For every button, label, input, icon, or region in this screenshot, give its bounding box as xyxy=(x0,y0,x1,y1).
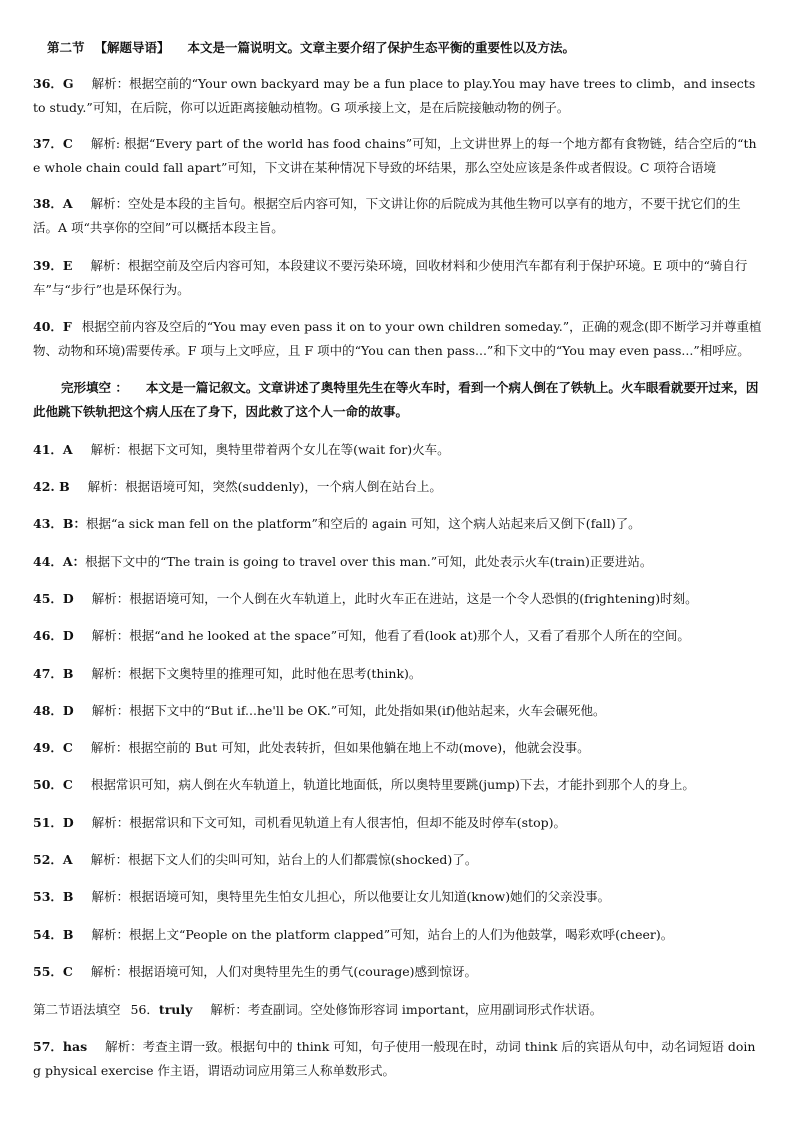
answer-47 xyxy=(33,662,763,686)
section-label: 第二节 xyxy=(47,40,85,55)
answer-explanation: 解析：根据空前的“Your own backyard may be a fun place to play.You may have trees to climb，and insects to study.”可知，在后院，你可以近距离接触动植物。G 项承接上文，是在后院接触动物的例子。 xyxy=(33,76,756,115)
cloze-intro-text: 本文是一篇记叙文。文章讲述了奥特里先生在等火车时，看到一个病人倒在了铁轨上。火车眼看就要开过来，因此他跳下铁轨把这个病人压在了身下，因此救了这个人一命的故事。 xyxy=(33,380,759,419)
answer-explanation: 解析：根据语境可知，一个人倒在火车轨道上，此时火车正在进站，这是一个令人恐惧的(frightening)时刻。 xyxy=(91,591,698,606)
answer-explanation: 解析：根据语境可知，人们对奥特里先生的勇气(courage)感到惊讶。 xyxy=(90,964,478,979)
answer-number: 57． xyxy=(33,1039,63,1054)
answer-explanation: 解析：根据空前及空后内容可知，本段建议不要污染环境，回收材料和少使用汽车都有利于保护环境。E 项中的“骑自行车”与“步行”也是环保行为。 xyxy=(33,258,748,297)
answer-38 xyxy=(33,192,763,240)
answer-52 xyxy=(33,848,763,872)
answer-number: 40．F xyxy=(33,319,72,334)
cloze-label: 完形填空 ： xyxy=(61,380,128,395)
answer-number: 46．D xyxy=(33,628,74,643)
answer-number: 50．C xyxy=(33,777,73,792)
answer-41 xyxy=(33,438,763,462)
answer-number: 42. B xyxy=(33,479,70,494)
answer-explanation: 解析：根据上文“People on the platform clapped”可知，站台上的人们为他鼓掌，喝彩欢呼(cheer)。 xyxy=(91,927,674,942)
answer-number: 55．C xyxy=(33,964,73,979)
answer-explanation: 解析：根据下文人们的尖叫可知，站台上的人们都震惊(shocked)了。 xyxy=(90,852,478,867)
answer-word: has xyxy=(62,1039,88,1054)
grammar-section xyxy=(33,998,763,1022)
answer-51 xyxy=(33,811,763,835)
answer-word: truly xyxy=(158,1002,193,1017)
answer-number: 36．G xyxy=(33,76,74,91)
answer-explanation: 解析：考查主谓一致。根据句中的 think 可知，句子使用一般现在时，动词 think 后的宾语从句中，动名词短语 doing physical exercise 作主语，谓语动词应用第三人称单数形式。 xyxy=(33,1039,756,1078)
answer-number: 43．B： xyxy=(33,516,86,531)
answer-number: 39．E xyxy=(33,258,73,273)
answer-explanation: 解析: 根据“Every part of the world has food chains”可知，上文讲世界上的每一个地方都有食物链，结合空后的“the whole chain could fall apart”可知，下文讲在某种情况下导致的坏结果，那么空处应该是条件或者假设。C 项符合语境 xyxy=(33,136,757,175)
answer-explanation: 解析：根据语境可知，突然(suddenly)，一个病人倒在站台上。 xyxy=(87,479,442,494)
answer-number: 48．D xyxy=(33,703,74,718)
intro-text: 本文是一篇说明文。文章主要介绍了保护生态平衡的重要性以及方法。 xyxy=(187,40,576,55)
answer-46 xyxy=(33,624,763,648)
answer-39 xyxy=(33,254,763,302)
answer-number: 38．A xyxy=(33,196,73,211)
answer-explanation: 根据空前内容及空后的“You may even pass it on to your own children someday.”，正确的观念(即不断学习并尊重植物、动物和环境)需要传承。F 项与上文呼应，且 F 项中的“You can then pass...”和下文中的“You may even pass...”相呼应。 xyxy=(33,319,762,358)
answer-42 xyxy=(33,475,763,499)
answer-37 xyxy=(33,132,763,180)
answer-50 xyxy=(33,773,763,797)
cloze-intro xyxy=(33,376,763,424)
answer-57 xyxy=(33,1035,763,1083)
answer-explanation: 根据“a sick man fell on the platform”和空后的 again 可知，这个病人站起来后又倒下(fall)了。 xyxy=(85,516,641,531)
answer-explanation: 解析：根据常识和下文可知，司机看见轨道上有人很害怕，但却不能及时停车(stop)。 xyxy=(91,815,566,830)
answer-number: 51．D xyxy=(33,815,74,830)
answer-number: 45．D xyxy=(33,591,74,606)
answer-explanation: 解析：根据空前的 But 可知，此处表转折，但如果他躺在地上不动(move)，他就会没事。 xyxy=(90,740,590,755)
answer-number: 54．B xyxy=(33,927,74,942)
answer-number: 52．A xyxy=(33,852,73,867)
answer-55 xyxy=(33,960,763,984)
answer-44 xyxy=(33,550,763,574)
answer-explanation: 解析：根据“and he looked at the space”可知，他看了看(look at)那个人，又看了看那个人所在的空间。 xyxy=(91,628,690,643)
reading-intro xyxy=(47,36,777,60)
answer-number: 53．B xyxy=(33,889,74,904)
answer-explanation: 解析：根据下文中的“But if...he'll be OK.”可知，此处指如果(if)他站起来，火车会碾死他。 xyxy=(91,703,606,718)
answer-explanation: 解析：考查副词。空处修饰形容词 important，应用副词形式作状语。 xyxy=(210,1002,603,1017)
answer-number: 37．C xyxy=(33,136,73,151)
answer-explanation: 解析：根据下文奥特里的推理可知，此时他在思考(think)。 xyxy=(91,666,422,681)
answer-explanation: 根据常识可知，病人倒在火车轨道上，轨道比地面低，所以奥特里要跳(jump)下去，才能扑到那个人的身上。 xyxy=(90,777,695,792)
answer-explanation: 解析：空处是本段的主旨句。根据空后内容可知，下文讲让你的后院成为其他生物可以享有的地方，不要干扰它们的生活。A 项“共享你的空间”可以概括本段主旨。 xyxy=(33,196,741,235)
answer-number: 49．C xyxy=(33,740,73,755)
answer-number: 56． xyxy=(130,1002,159,1017)
answer-explanation: 解析：根据语境可知，奥特里先生怕女儿担心，所以他要让女儿知道(know)她们的父亲没事。 xyxy=(91,889,611,904)
answer-54 xyxy=(33,923,763,947)
answer-36 xyxy=(33,72,763,120)
answer-explanation: 根据下文中的“The train is going to travel over this man.”可知，此处表示火车(train)正要进站。 xyxy=(85,554,653,569)
answer-number: 44．A： xyxy=(33,554,86,569)
answer-number: 47．B xyxy=(33,666,74,681)
answer-43 xyxy=(33,512,763,536)
answer-45 xyxy=(33,587,763,611)
tag-label: 【解题导语】 xyxy=(94,40,170,55)
answer-explanation: 解析：根据下文可知，奥特里带着两个女儿在等(wait for)火车。 xyxy=(90,442,450,457)
answer-40 xyxy=(33,315,763,363)
answer-53 xyxy=(33,885,763,909)
answer-49 xyxy=(33,736,763,760)
answer-48 xyxy=(33,699,763,723)
answer-number: 41．A xyxy=(33,442,73,457)
grammar-section-label: 第二节语法填空 xyxy=(33,1002,121,1017)
